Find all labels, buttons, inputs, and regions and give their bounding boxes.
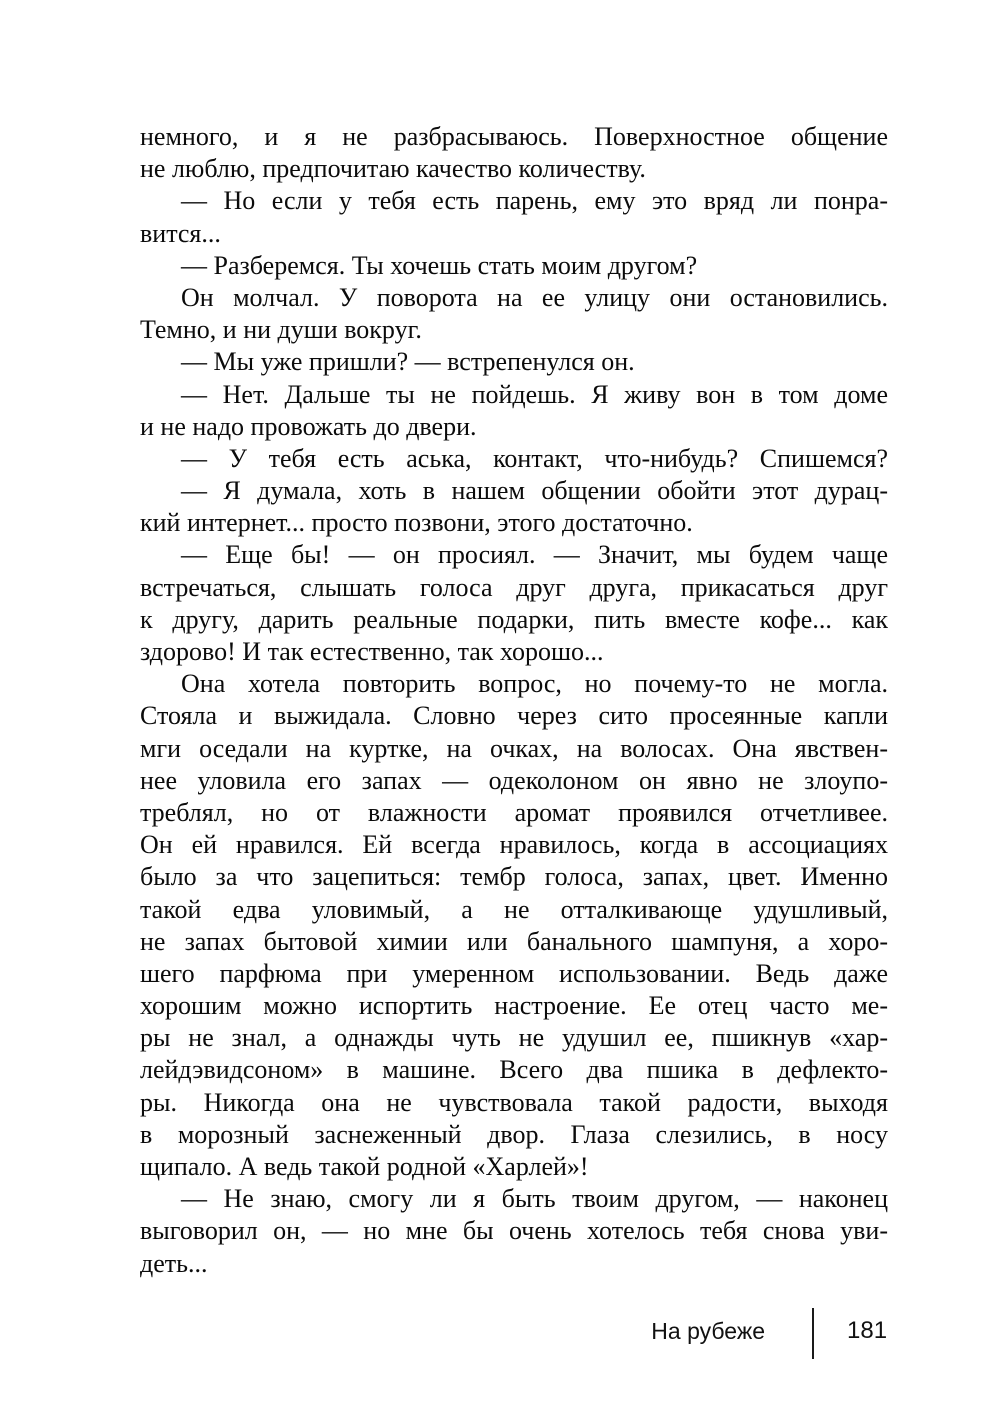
text-line: Он ей нравился. Ей всегда нравилось, когда в ассоциациях [140, 830, 888, 860]
text-line: встречаться, слышать голоса друг друга, прикасаться друг [140, 572, 888, 602]
text-line: немного, и я не разбрасываюсь. Поверхностное общение [140, 122, 888, 151]
text-line: Она хотела повторить вопрос, но почему-то не могла. [181, 669, 888, 699]
text-line: — Разберемся. Ты хочешь стать моим другом? [181, 250, 698, 280]
text-line: деть... [140, 1248, 208, 1278]
text-line: хорошим можно испортить настроение. Ее отец часто ме- [140, 991, 888, 1021]
body-text [140, 121, 888, 1280]
text-line: Стояла и выжидала. Словно через сито просеянные капли [140, 701, 888, 731]
text-line: не запах бытовой химии или банального шампуня, а хоро- [140, 926, 888, 956]
text-line: — Но если у тебя есть парень, ему это вряд ли понра- [181, 186, 888, 216]
text-line: ры. Никогда она не чувствовала такой радости, выходя [140, 1087, 888, 1117]
text-line: было за что зацепиться: тембр голоса, запах, цвет. Именно [140, 862, 888, 892]
text-line: такой едва уловимый, а не отталкивающе удушливый, [140, 894, 888, 924]
text-line: выговорил он, — но мне бы очень хотелось тебя снова уви- [140, 1216, 888, 1246]
text-line: вится... [140, 218, 221, 248]
text-line: — Мы уже пришли? — встрепенулся он. [181, 347, 635, 377]
text-line: здорово! И так естественно, так хорошо... [140, 637, 604, 666]
text-line: в морозный заснеженный двор. Глаза слезились, в носу [140, 1119, 888, 1149]
text-line: шего парфюма при умеренном использовании. Ведь даже [140, 958, 888, 988]
text-line: к другу, дарить реальные подарки, пить вместе кофе... как [140, 604, 888, 634]
text-line: — Я думала, хоть в нашем общении обойти этот дурац- [181, 476, 888, 506]
text-line: — Еще бы! — он просиял. — Значит, мы будем чаще [181, 540, 888, 570]
text-line: — Не знаю, смогу ли я быть твоим другом, — наконец [181, 1184, 888, 1214]
text-line: Темно, и ни души вокруг. [140, 315, 422, 345]
text-line: треблял, но от влажности аромат проявился отчетливее. [140, 797, 888, 827]
text-line: не люблю, предпочитаю качество количеству. [140, 154, 646, 184]
text-line: — Нет. Дальше ты не пойдешь. Я живу вон в том доме [181, 379, 888, 409]
text-line: щипало. А ведь такой родной «Харлей»! [140, 1152, 589, 1181]
text-line: — У тебя есть аська, контакт, что-нибудь? Спишемся? [181, 443, 888, 473]
footer-running-title: На рубеже [651, 1318, 765, 1344]
footer-page-number: 181 [847, 1317, 888, 1344]
text-line: лейдэвидсоном» в машине. Всего два пшика в дефлекто- [140, 1055, 888, 1085]
text-line: ры не знал, а однажды чуть не удушил ее, пшикнув «хар- [140, 1023, 888, 1053]
text-line: мги оседали на куртке, на очках, на волосах. Она явствен- [140, 733, 888, 763]
text-line: и не надо провожать до двери. [140, 411, 477, 441]
footer-divider [812, 1308, 814, 1359]
text-line: кий интернет... просто позвони, этого достаточно. [140, 508, 693, 538]
text-line: Он молчал. У поворота на ее улицу они остановились. [181, 282, 888, 312]
text-line: нее уловила его запах — одеколоном он явно не злоупо- [140, 765, 888, 795]
